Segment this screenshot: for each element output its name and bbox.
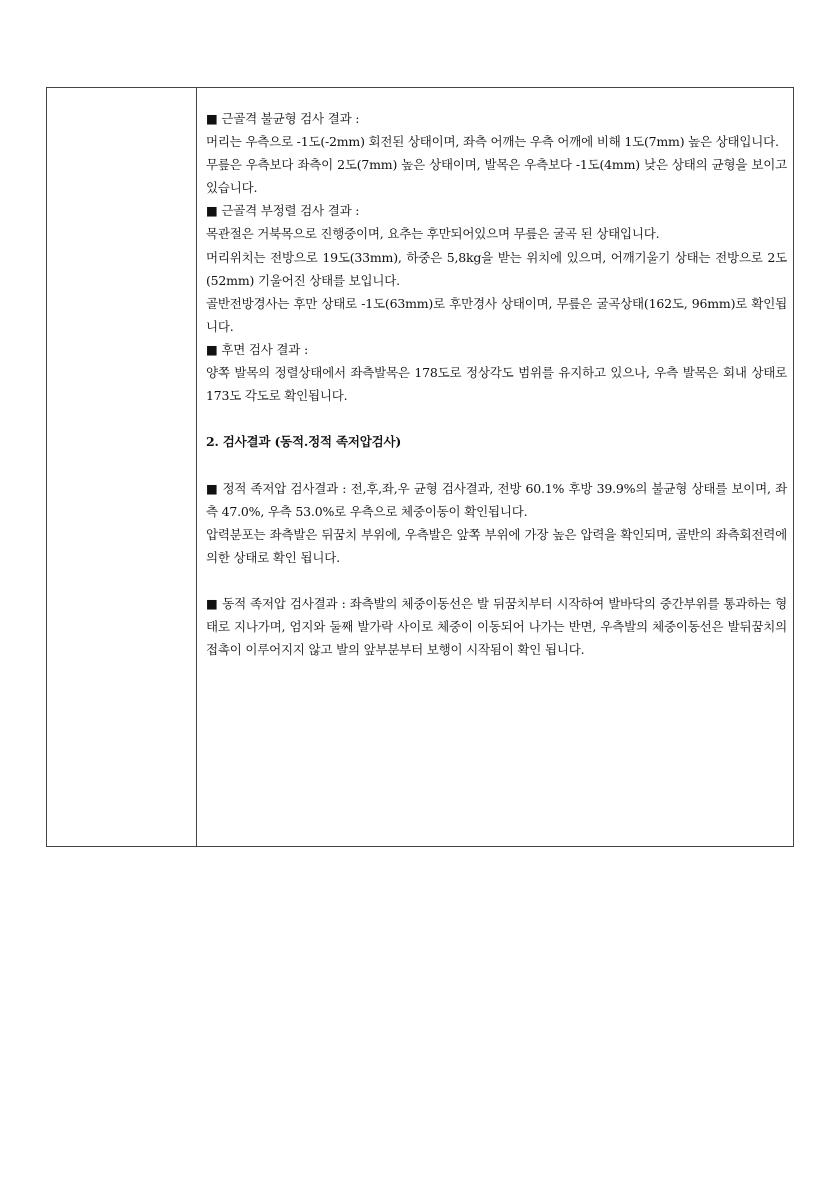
alignment-heading: ■ 근골격 부정렬 검사 결과 :: [206, 203, 360, 219]
alignment-line-2: 머리위치는 전방으로 19도(33mm), 하중은 5,8kg을 받는 위치에 있으며, 어깨기울기 상태는 전방으로 2도(52mm) 기울어진 상태를 보입니다.: [206, 249, 787, 288]
balance-line-2: 무릎은 우측보다 좌측이 2도(7mm) 높은 상태이며, 발목은 우측보다 -1도(4mm) 낮은 상태의 균형을 보이고 있습니다.: [206, 157, 787, 196]
alignment-line-3: 골반전방경사는 후만 상태로 -1도(63mm)로 후만경사 상태이며, 무릎은 굴곡상태(162도, 96mm)로 확인됩니다.: [206, 295, 787, 334]
balance-heading: ■ 근골격 불균형 검사 결과 :: [206, 111, 360, 126]
spacer: [206, 453, 787, 476]
report-table: [46, 87, 794, 847]
balance-line-1: 머리는 우측으로 -1도(-2mm) 회전된 상태이며, 좌측 어깨는 우측 어깨에 비해 1도(7mm) 높은 상태입니다.: [206, 134, 779, 150]
alignment-line-1: 목관절은 거북목으로 진행중이며, 요추는 후만되어있으며 무릎은 굴곡 된 상태입니다.: [206, 226, 660, 242]
section-2-title: 2. 검사결과 (동적.정적 족저압검사): [206, 434, 402, 450]
content-column: [197, 88, 793, 846]
spacer: [206, 407, 787, 430]
spacer: [206, 569, 787, 592]
rear-line-1: 양쪽 발목의 정렬상태에서 좌측발목은 178도로 정상각도 범위를 유지하고 있으나, 우측 발목은 회내 상태로 173도 각도로 확인됩니다.: [206, 365, 787, 404]
rear-heading: ■ 후면 검사 결과 :: [206, 341, 308, 357]
static-result-line-2: 압력분포는 좌측발은 뒤꿈치 부위에, 우측발은 앞쪽 부위에 가장 높은 압력을 확인되며, 골반의 좌측회전력에 의한 상태로 확인 됩니다.: [206, 526, 787, 565]
dynamic-result-line-1: ■ 동적 족저압 검사결과 : 좌측발의 체중이동선은 발 뒤꿈치부터 시작하여 발바닥의 중간부위를 통과하는 형태로 지나가며, 엄지와 둘째 발가락 사이로 체중이 이동되어 나가는 반면, 우측발의 체중이동선은 발뒤꿈치의 접촉이 이루어지지 않고 발의 앞부분부터 보행이 시작됨이 확인 됩니다.: [206, 595, 787, 658]
label-column: [47, 88, 197, 846]
static-result-line-1: ■ 정적 족저압 검사결과 : 전,후,좌,우 균형 검사결과, 전방 60.1% 후방 39.9%의 불균형 상태를 보이며, 좌측 47.0%, 우측 53.0%로 우측으로 체중이동이 확인됩니다.: [206, 480, 787, 519]
